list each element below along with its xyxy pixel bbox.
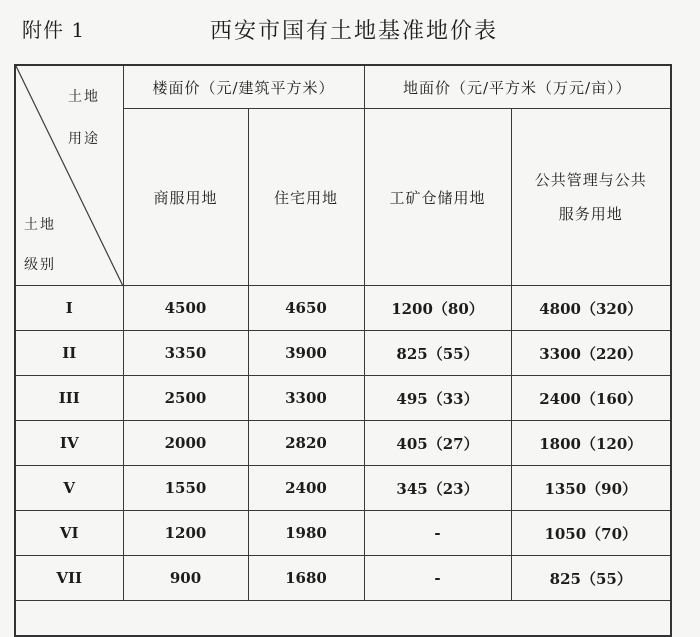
land-price-table [14, 64, 672, 637]
public-cell: 1050（70） [511, 511, 671, 556]
commercial-cell: 4500 [123, 286, 248, 331]
group-header-row [15, 65, 671, 109]
table-row [15, 286, 671, 331]
residential-cell: 3300 [248, 376, 364, 421]
residential-cell: 1680 [248, 556, 364, 601]
table-footer-cell [15, 601, 671, 637]
corner-top-line2: 用途 [68, 131, 100, 147]
col-public [511, 109, 671, 286]
grade-cell: VII [15, 556, 123, 601]
commercial-cell: 2000 [123, 421, 248, 466]
corner-header-cell [15, 65, 123, 286]
attachment-label: 附件 1 [22, 18, 86, 42]
residential-cell: 2820 [248, 421, 364, 466]
public-cell: 4800（320） [511, 286, 671, 331]
grade-cell: I [15, 286, 123, 331]
industrial-cell: - [364, 556, 511, 601]
industrial-cell: 345（23） [364, 466, 511, 511]
industrial-cell: - [364, 511, 511, 556]
commercial-cell: 900 [123, 556, 248, 601]
commercial-cell: 1550 [123, 466, 248, 511]
floor-price-header: 楼面价（元/建筑平方米） [123, 65, 364, 109]
grade-cell: V [15, 466, 123, 511]
corner-bottom-line1: 土地 [24, 217, 56, 233]
industrial-cell: 405（27） [364, 421, 511, 466]
col-commercial: 商服用地 [123, 109, 248, 286]
corner-top-line1: 土地 [68, 89, 100, 105]
residential-cell: 1980 [248, 511, 364, 556]
grade-cell: II [15, 331, 123, 376]
corner-bottom-line2: 级别 [24, 257, 56, 273]
table-footer-row [15, 601, 671, 637]
industrial-cell: 1200（80） [364, 286, 511, 331]
industrial-cell: 825（55） [364, 331, 511, 376]
public-cell: 3300（220） [511, 331, 671, 376]
public-cell: 1350（90） [511, 466, 671, 511]
table-row [15, 376, 671, 421]
land-price-header: 地面价（元/平方米（万元/亩）） [364, 65, 671, 109]
grade-cell: III [15, 376, 123, 421]
table-row [15, 466, 671, 511]
table-row [15, 331, 671, 376]
col-residential: 住宅用地 [248, 109, 364, 286]
commercial-cell: 2500 [123, 376, 248, 421]
table-row [15, 511, 671, 556]
commercial-cell: 3350 [123, 331, 248, 376]
col-public-line2: 服务用地 [558, 205, 623, 223]
grade-cell: VI [15, 511, 123, 556]
industrial-cell: 495（33） [364, 376, 511, 421]
residential-cell: 3900 [248, 331, 364, 376]
page-title: 西安市国有土地基准地价表 [210, 19, 499, 44]
col-industrial: 工矿仓储用地 [364, 109, 511, 286]
grade-cell: IV [15, 421, 123, 466]
public-cell: 1800（120） [511, 421, 671, 466]
table-row [15, 421, 671, 466]
residential-cell: 2400 [248, 466, 364, 511]
residential-cell: 4650 [248, 286, 364, 331]
col-public-line1: 公共管理与公共 [534, 171, 647, 189]
public-cell: 2400（160） [511, 376, 671, 421]
commercial-cell: 1200 [123, 511, 248, 556]
table-row [15, 556, 671, 601]
public-cell: 825（55） [511, 556, 671, 601]
